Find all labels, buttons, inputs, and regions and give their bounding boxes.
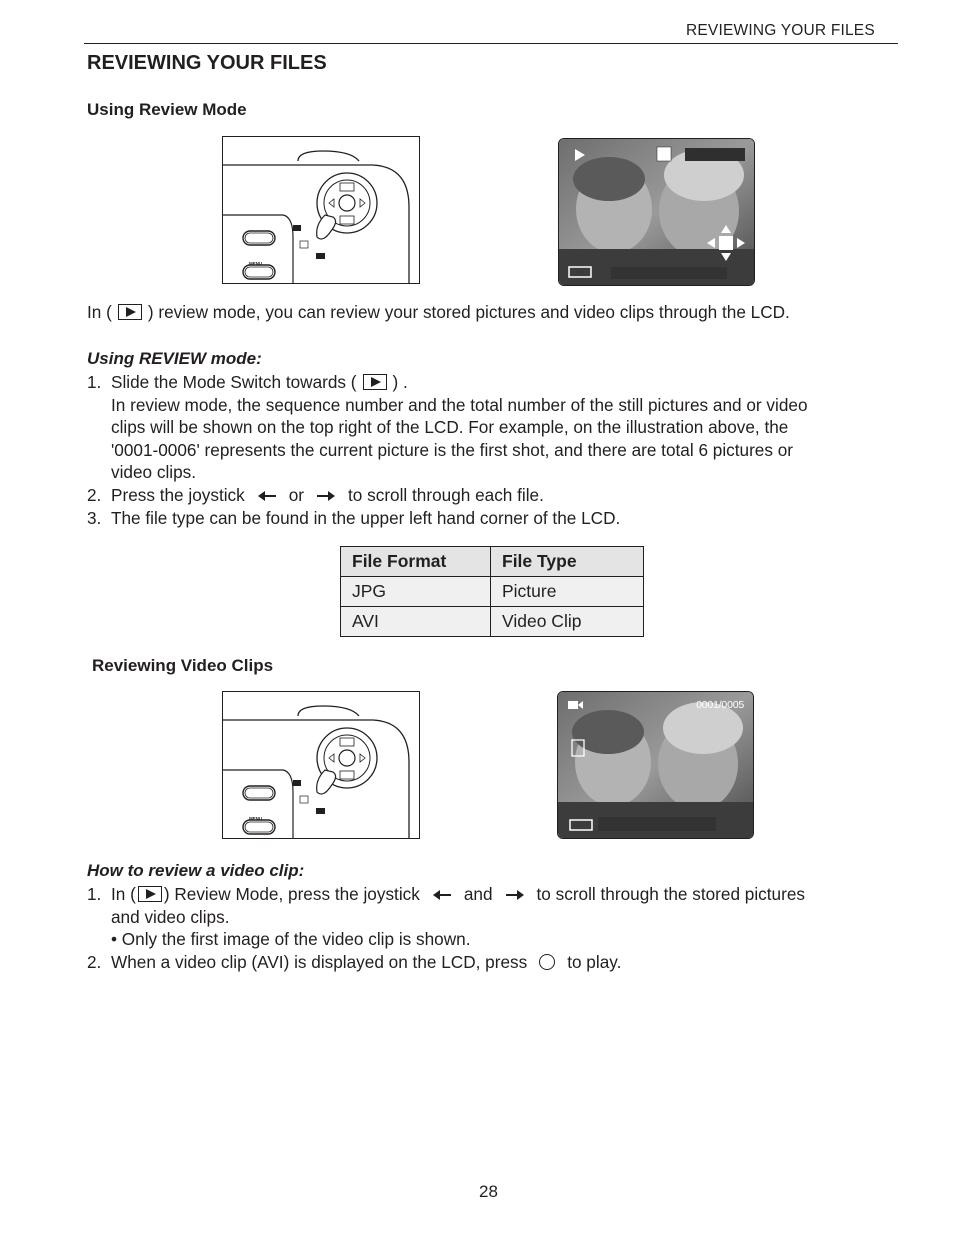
page-title: REVIEWING YOUR FILES [87,52,327,74]
intro-pre: In ( [87,302,112,322]
table-header-row [341,547,644,577]
steps-heading-review: Using REVIEW mode: [87,349,262,368]
running-header: REVIEWING YOUR FILES [686,22,875,39]
table-cell: Picture [491,577,644,607]
table-row [341,577,644,607]
video-step-1-and: and [463,884,493,904]
video-step-1-post: to scroll through the stored pictures [536,884,805,904]
video-step-1-mid: ) Review Mode, press the joystick [163,884,420,904]
steps-heading-video: How to review a video clip: [87,861,305,880]
lcd-counter: 0001/0005 [696,699,744,711]
step-1-detail-line-1: In review mode, the sequence number and the total number of the still pictures and or video [111,395,808,415]
video-step-1-num: 1. [87,884,102,904]
step-3-num: 3. [87,508,102,528]
step-1-detail-line-4: video clips. [111,462,197,482]
intro-post: ) review mode, you can review your stored pictures and video clips through the LCD. [147,302,790,322]
video-step-1 [111,883,805,906]
intro-paragraph [87,301,790,324]
table-cell: JPG [341,577,491,607]
arrow-right-icon [316,490,336,502]
menu-label: MENU [249,816,263,821]
step-1-post: ) . [392,372,408,392]
playback-mode-icon [118,304,142,320]
arrow-left-icon [257,490,277,502]
section-heading-video-clips: Reviewing Video Clips [92,656,274,675]
step-1-detail-line-2: clips will be shown on the top right of the LCD. For example, on the illustration above, the [111,417,789,437]
arrow-right-icon [505,889,525,901]
step-1-pre: Slide the Mode Switch towards ( [111,372,357,392]
step-2-post: to scroll through each file. [348,485,544,505]
camera-back-illustration [222,691,420,839]
table-row [341,607,644,637]
lcd-photo-image [558,692,753,838]
section-heading-review-mode: Using Review Mode [87,100,247,119]
video-step-2-post: to play. [567,952,622,972]
step-3: The file type can be found in the upper left hand corner of the LCD. [111,508,621,528]
step-2 [111,484,544,507]
step-2-num: 2. [87,485,102,505]
circle-button-icon [539,954,555,970]
header-rule [84,43,898,44]
video-step-2-pre: When a video clip (AVI) is displayed on the LCD, press [111,952,528,972]
video-step-bullet: • Only the first image of the video clip is shown. [111,929,471,949]
video-step-1-cont: and video clips. [111,907,230,927]
lcd-photo-video [557,691,754,839]
step-1-detail-line-3: '0001-0006' represents the current picture is the first shot, and there are total 6 pictures or [111,440,794,460]
step-1 [111,371,408,394]
step-1-num: 1. [87,372,102,392]
table-header-cell: File Type [491,547,644,577]
table-cell: AVI [341,607,491,637]
playback-mode-icon [363,374,387,390]
playback-mode-icon [138,886,162,902]
table-header-cell: File Format [341,547,491,577]
video-step-1-pre: In ( [111,884,136,904]
step-2-pre: Press the joystick [111,485,245,505]
lcd-photo-review [558,138,755,286]
step-2-or: or [288,485,305,505]
video-step-2 [111,951,621,974]
video-step-2-num: 2. [87,952,102,972]
page-number: 28 [479,1182,498,1201]
menu-label: MENU [249,261,263,266]
file-format-table [340,546,644,637]
table-cell: Video Clip [491,607,644,637]
lcd-photo-image [559,139,754,285]
camera-back-illustration [222,136,420,284]
arrow-left-icon [432,889,452,901]
